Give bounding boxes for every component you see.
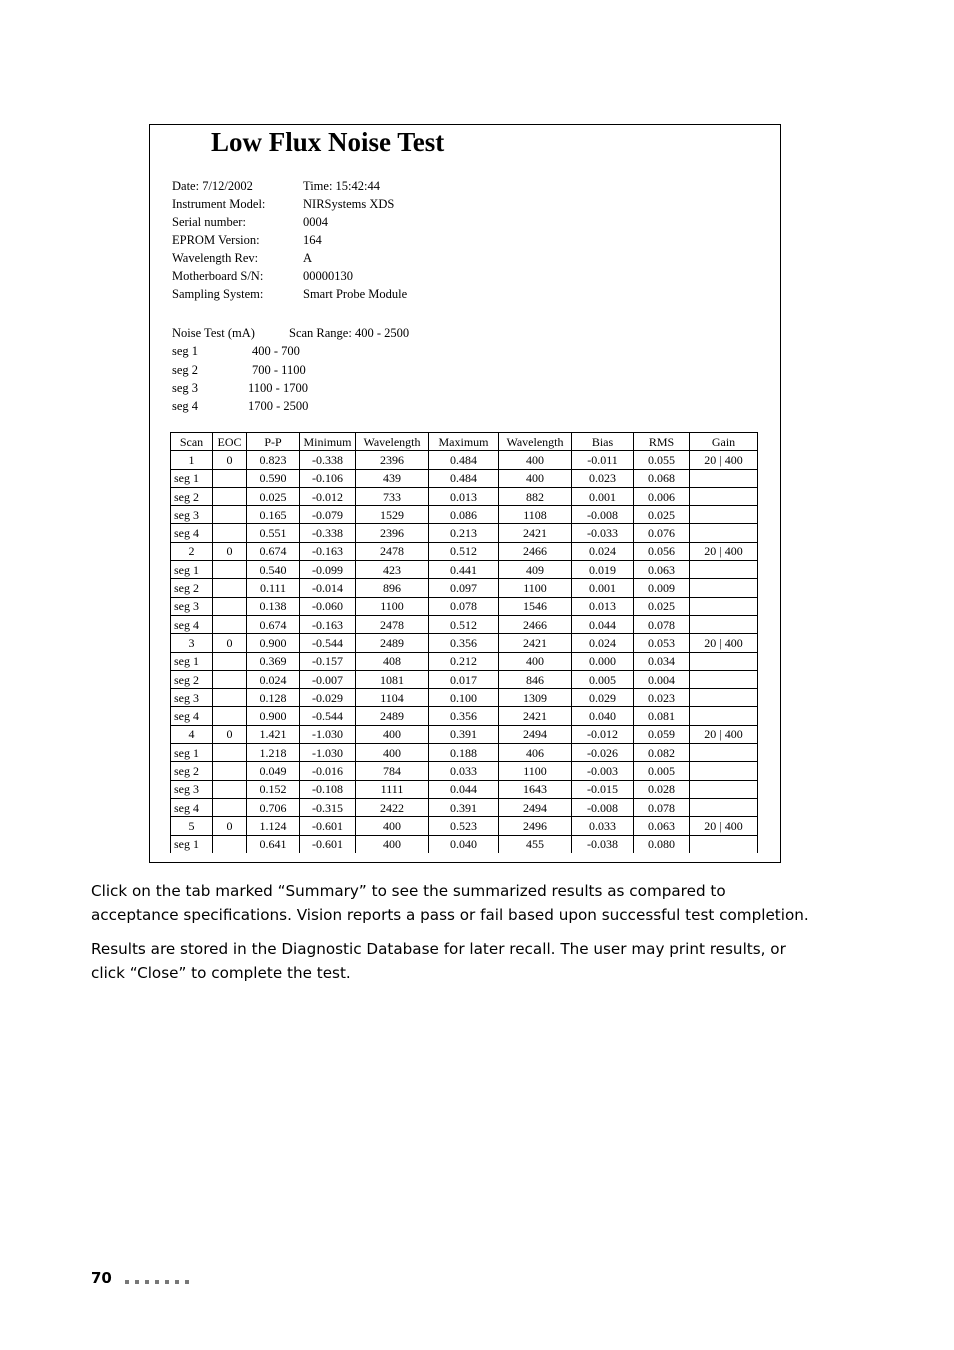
table-cell: 0.900 (247, 707, 300, 725)
summary-instructions: Click on the tab marked “Summary” to see the summarized results as compared to acceptance specifications. Vision reports a pass or fail based upon successful test completion. (91, 882, 809, 924)
info-key: Sampling System: (172, 287, 264, 301)
table-cell: 0 (213, 634, 247, 652)
table-cell: seg 2 (171, 487, 213, 505)
table-cell: 4 (171, 725, 213, 743)
table-cell: seg 2 (171, 670, 213, 688)
table-cell: seg 4 (171, 615, 213, 633)
table-cell: 0.040 (429, 835, 499, 853)
table-cell: seg 2 (171, 762, 213, 780)
table-cell: -0.338 (300, 524, 356, 542)
segment-range: 700 - 1100 (252, 362, 306, 377)
table-row (171, 689, 758, 707)
table-cell: 20 | 400 (690, 725, 758, 743)
report-title: Low Flux Noise Test (211, 127, 445, 157)
table-cell: 1.421 (247, 725, 300, 743)
info-row (172, 249, 592, 267)
table-cell: 400 (356, 817, 429, 835)
info-key: EPROM Version: (172, 233, 260, 247)
table-cell (690, 652, 758, 670)
table-cell: 2478 (356, 615, 429, 633)
table-cell: 0.056 (634, 542, 690, 560)
table-cell (690, 670, 758, 688)
table-cell: 0.023 (634, 689, 690, 707)
table-cell: 0.013 (429, 487, 499, 505)
table-cell: 1100 (499, 579, 572, 597)
table-cell: 1 (171, 451, 213, 469)
table-cell (690, 689, 758, 707)
table-cell (213, 579, 247, 597)
info-value: Smart Probe Module (303, 287, 408, 301)
table-cell: 0.152 (247, 780, 300, 798)
table-cell: 1100 (356, 597, 429, 615)
table-cell: seg 4 (171, 524, 213, 542)
table-cell: 0.006 (634, 487, 690, 505)
table-cell: 400 (499, 652, 572, 670)
column-header: Wavelength (356, 433, 429, 451)
table-cell: -0.033 (572, 524, 634, 542)
table-cell: 0.017 (429, 670, 499, 688)
table-row (171, 652, 758, 670)
table-cell: -0.099 (300, 561, 356, 579)
table-cell: -0.016 (300, 762, 356, 780)
table-cell (690, 487, 758, 505)
table-cell: seg 2 (171, 579, 213, 597)
table-cell: 1309 (499, 689, 572, 707)
info-row (172, 285, 592, 303)
table-cell (213, 597, 247, 615)
table-cell (213, 707, 247, 725)
table-cell: 0.000 (572, 652, 634, 670)
segment-name: seg 4 (172, 399, 199, 414)
table-cell (213, 780, 247, 798)
table-cell: 0.081 (634, 707, 690, 725)
table-row (171, 762, 758, 780)
scan-range: Scan Range: 400 - 2500 (289, 326, 410, 340)
table-cell: 896 (356, 579, 429, 597)
table-cell: 0.111 (247, 579, 300, 597)
table-cell (690, 469, 758, 487)
table-cell (690, 762, 758, 780)
table-cell: 2 (171, 542, 213, 560)
table-cell: 2494 (499, 725, 572, 743)
table-cell: -0.012 (572, 725, 634, 743)
table-cell: 0.086 (429, 506, 499, 524)
table-cell: 400 (356, 744, 429, 762)
table-cell: 2489 (356, 634, 429, 652)
table-cell: 0.128 (247, 689, 300, 707)
info-key: Instrument Model: (172, 197, 266, 211)
page-footer (91, 1269, 195, 1288)
segment-range: 1700 - 2500 (248, 399, 309, 414)
info-row (172, 213, 592, 231)
noise-header (172, 324, 572, 342)
column-header: EOC (213, 433, 247, 451)
table-cell: -0.601 (300, 817, 356, 835)
table-cell: 0.033 (429, 762, 499, 780)
table-cell: 0.025 (247, 487, 300, 505)
table-cell: 846 (499, 670, 572, 688)
table-cell: -1.030 (300, 725, 356, 743)
table-cell: seg 1 (171, 744, 213, 762)
table-cell: 733 (356, 487, 429, 505)
table-cell: 3 (171, 634, 213, 652)
table-cell: 0.040 (572, 707, 634, 725)
table-cell: 2396 (356, 451, 429, 469)
table-cell: 20 | 400 (690, 542, 758, 560)
results-storage-note: Results are stored in the Diagnostic Database for later recall. The user may print results, or click “Close” to complete the test. (91, 940, 786, 982)
info-value: 0004 (303, 215, 328, 229)
table-cell: 1.124 (247, 817, 300, 835)
table-cell: 0.024 (572, 634, 634, 652)
table-cell (690, 744, 758, 762)
table-cell: -0.003 (572, 762, 634, 780)
info-row (172, 195, 592, 213)
segment-name: seg 3 (172, 380, 199, 395)
table-cell: 0.005 (634, 762, 690, 780)
table-cell: seg 3 (171, 780, 213, 798)
table-cell: -0.601 (300, 835, 356, 853)
table-cell: 1111 (356, 780, 429, 798)
table-row (171, 798, 758, 816)
segment-name: seg 1 (172, 344, 199, 359)
table-cell: seg 3 (171, 506, 213, 524)
table-cell: 0 (213, 725, 247, 743)
table-cell: 0.097 (429, 579, 499, 597)
segment-row (172, 379, 572, 397)
table-cell: 406 (499, 744, 572, 762)
table-cell: 0.823 (247, 451, 300, 469)
table-cell: 1643 (499, 780, 572, 798)
table-row (171, 615, 758, 633)
table-cell: 0.078 (634, 798, 690, 816)
table-cell: -0.544 (300, 634, 356, 652)
table-cell: 0.391 (429, 798, 499, 816)
column-header: P-P (247, 433, 300, 451)
table-cell: 0.019 (572, 561, 634, 579)
segment-row (172, 342, 572, 360)
table-cell: 400 (499, 451, 572, 469)
table-cell: 0.540 (247, 561, 300, 579)
table-cell: 409 (499, 561, 572, 579)
column-header: RMS (634, 433, 690, 451)
table-cell: -0.014 (300, 579, 356, 597)
table-cell: 0.523 (429, 817, 499, 835)
table-cell: 0.005 (572, 670, 634, 688)
table-cell (690, 579, 758, 597)
table-cell: 0.391 (429, 725, 499, 743)
table-cell: 1546 (499, 597, 572, 615)
table-cell (213, 762, 247, 780)
table-cell: 0.009 (634, 579, 690, 597)
table-cell: 2466 (499, 615, 572, 633)
table-cell (213, 524, 247, 542)
table-cell (213, 670, 247, 688)
table-cell: -0.163 (300, 542, 356, 560)
segment-row (172, 361, 572, 379)
table-cell (213, 561, 247, 579)
table-cell: seg 1 (171, 469, 213, 487)
table-cell: 0.080 (634, 835, 690, 853)
table-cell: 0.674 (247, 615, 300, 633)
table-cell: seg 1 (171, 561, 213, 579)
segment-name: seg 2 (172, 362, 199, 377)
noise-test-report (149, 124, 781, 863)
table-cell: -0.157 (300, 652, 356, 670)
table-cell: 0.044 (429, 780, 499, 798)
table-cell: 0.013 (572, 597, 634, 615)
table-row (171, 469, 758, 487)
table-cell: 0 (213, 451, 247, 469)
column-header: Gain (690, 433, 758, 451)
info-key: Date: 7/12/2002 (172, 179, 253, 193)
table-cell: 0.068 (634, 469, 690, 487)
table-cell: 0.001 (572, 487, 634, 505)
table-cell: 2496 (499, 817, 572, 835)
table-cell: 20 | 400 (690, 451, 758, 469)
table-cell: -0.544 (300, 707, 356, 725)
table-row (171, 561, 758, 579)
table-cell: 0.024 (247, 670, 300, 688)
table-cell: 0.165 (247, 506, 300, 524)
segment-range: 1100 - 1700 (248, 380, 308, 395)
table-cell: 0.369 (247, 652, 300, 670)
table-cell: -0.163 (300, 615, 356, 633)
table-cell: 2421 (499, 524, 572, 542)
table-cell: 408 (356, 652, 429, 670)
table-cell: -0.079 (300, 506, 356, 524)
table-cell: 5 (171, 817, 213, 835)
table-cell: -0.029 (300, 689, 356, 707)
table-cell (213, 487, 247, 505)
table-cell: 0.188 (429, 744, 499, 762)
table-cell: 0.484 (429, 469, 499, 487)
noise-test-segments (172, 324, 572, 415)
table-header-row (171, 433, 758, 451)
table-row (171, 524, 758, 542)
table-cell: -0.060 (300, 597, 356, 615)
table-cell: 2466 (499, 542, 572, 560)
table-cell: 0.551 (247, 524, 300, 542)
table-cell: 2478 (356, 542, 429, 560)
table-cell: 2422 (356, 798, 429, 816)
table-cell: 0.024 (572, 542, 634, 560)
info-row (172, 231, 592, 249)
table-cell: seg 4 (171, 707, 213, 725)
info-value: A (303, 251, 313, 265)
table-cell: seg 4 (171, 798, 213, 816)
table-cell: 0.001 (572, 579, 634, 597)
table-cell: 0.706 (247, 798, 300, 816)
table-cell: 20 | 400 (690, 634, 758, 652)
table-cell: 0.034 (634, 652, 690, 670)
table-cell: seg 1 (171, 835, 213, 853)
table-cell: 0 (213, 542, 247, 560)
column-header: Scan (171, 433, 213, 451)
table-cell: -0.106 (300, 469, 356, 487)
table-cell: 400 (356, 835, 429, 853)
column-header: Minimum (300, 433, 356, 451)
table-cell: 0.063 (634, 561, 690, 579)
table-cell: 2489 (356, 707, 429, 725)
table-cell: 0.076 (634, 524, 690, 542)
info-key: Wavelength Rev: (172, 251, 259, 265)
table-cell: 0.356 (429, 707, 499, 725)
table-cell (213, 744, 247, 762)
table-cell: 2421 (499, 707, 572, 725)
column-header: Bias (572, 433, 634, 451)
table-cell (213, 615, 247, 633)
table-cell: -0.026 (572, 744, 634, 762)
table-row (171, 707, 758, 725)
table-cell (213, 835, 247, 853)
table-row (171, 506, 758, 524)
table-cell: -0.015 (572, 780, 634, 798)
table-row (171, 634, 758, 652)
table-cell: 0.512 (429, 542, 499, 560)
table-cell: 1100 (499, 762, 572, 780)
table-cell: -0.315 (300, 798, 356, 816)
table-cell: 0.512 (429, 615, 499, 633)
table-cell: 1529 (356, 506, 429, 524)
table-cell: 0.674 (247, 542, 300, 560)
table-cell: 1108 (499, 506, 572, 524)
table-row (171, 670, 758, 688)
info-key: Motherboard S/N: (172, 269, 264, 283)
table-cell (213, 506, 247, 524)
table-row (171, 542, 758, 560)
table-cell (690, 780, 758, 798)
table-cell: 1104 (356, 689, 429, 707)
table-row (171, 451, 758, 469)
table-row (171, 487, 758, 505)
table-cell: 0.100 (429, 689, 499, 707)
table-cell: 0.078 (429, 597, 499, 615)
table-cell: 0.590 (247, 469, 300, 487)
table-cell (213, 689, 247, 707)
table-cell: 784 (356, 762, 429, 780)
table-cell: -0.011 (572, 451, 634, 469)
column-header: Maximum (429, 433, 499, 451)
table-cell: 0.063 (634, 817, 690, 835)
table-cell (213, 652, 247, 670)
table-cell: -0.008 (572, 506, 634, 524)
table-cell (690, 561, 758, 579)
segment-row (172, 397, 572, 415)
column-header: Wavelength (499, 433, 572, 451)
table-cell: 0 (213, 817, 247, 835)
table-cell: -0.008 (572, 798, 634, 816)
table-cell: 0.025 (634, 597, 690, 615)
table-cell: 423 (356, 561, 429, 579)
table-cell: 0.053 (634, 634, 690, 652)
table-cell: 882 (499, 487, 572, 505)
table-cell: 20 | 400 (690, 817, 758, 835)
table-cell: 0.044 (572, 615, 634, 633)
table-cell: 0.004 (634, 670, 690, 688)
info-value: Time: 15:42:44 (303, 179, 380, 193)
table-cell: 0.900 (247, 634, 300, 652)
table-cell: 0.082 (634, 744, 690, 762)
table-row (171, 835, 758, 853)
table-cell: -0.108 (300, 780, 356, 798)
info-row (172, 177, 592, 195)
table-row (171, 817, 758, 835)
info-value: NIRSystems XDS (303, 197, 395, 211)
table-cell: 0.023 (572, 469, 634, 487)
table-row (171, 579, 758, 597)
table-cell: 1081 (356, 670, 429, 688)
table-cell (690, 707, 758, 725)
table-cell: 0.029 (572, 689, 634, 707)
table-cell: -0.038 (572, 835, 634, 853)
table-cell: 0.212 (429, 652, 499, 670)
table-row (171, 780, 758, 798)
table-cell: 0.025 (634, 506, 690, 524)
info-row (172, 267, 592, 285)
table-cell: 2421 (499, 634, 572, 652)
noise-label: Noise Test (mA) (172, 326, 255, 340)
table-cell: 0.059 (634, 725, 690, 743)
table-cell: -1.030 (300, 744, 356, 762)
table-cell: -0.007 (300, 670, 356, 688)
table-cell (690, 506, 758, 524)
table-cell (690, 835, 758, 853)
noise-results-table (170, 432, 758, 853)
table-cell: 0.484 (429, 451, 499, 469)
table-cell: 2494 (499, 798, 572, 816)
table-cell: 0.055 (634, 451, 690, 469)
info-value: 00000130 (303, 269, 353, 283)
table-cell: -0.012 (300, 487, 356, 505)
table-cell (690, 597, 758, 615)
table-cell: 0.356 (429, 634, 499, 652)
table-cell: seg 3 (171, 597, 213, 615)
table-cell: -0.338 (300, 451, 356, 469)
table-cell: 0.213 (429, 524, 499, 542)
table-cell (213, 469, 247, 487)
table-cell: 400 (356, 725, 429, 743)
info-key: Serial number: (172, 215, 246, 229)
table-cell: 0.033 (572, 817, 634, 835)
table-cell: 0.028 (634, 780, 690, 798)
table-cell: 0.641 (247, 835, 300, 853)
table-cell: seg 1 (171, 652, 213, 670)
page-number: 70 (91, 1269, 112, 1287)
table-cell: 0.138 (247, 597, 300, 615)
table-cell: seg 3 (171, 689, 213, 707)
footer-dots-decoration (125, 1270, 195, 1288)
table-row (171, 597, 758, 615)
table-cell: 0.441 (429, 561, 499, 579)
table-cell: 439 (356, 469, 429, 487)
table-cell (213, 798, 247, 816)
table-cell: 455 (499, 835, 572, 853)
info-value: 164 (303, 233, 322, 247)
table-row (171, 725, 758, 743)
table-cell: 2396 (356, 524, 429, 542)
segment-range: 400 - 700 (252, 344, 300, 359)
table-cell: 400 (499, 469, 572, 487)
table-cell (690, 798, 758, 816)
table-cell: 0.049 (247, 762, 300, 780)
table-cell (690, 615, 758, 633)
table-cell: 0.078 (634, 615, 690, 633)
table-cell: 1.218 (247, 744, 300, 762)
table-cell (690, 524, 758, 542)
table-row (171, 744, 758, 762)
